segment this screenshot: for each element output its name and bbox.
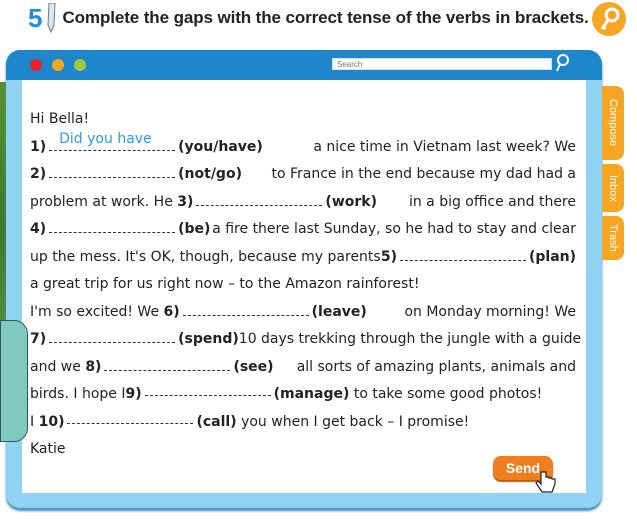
hand-cursor-icon xyxy=(535,470,557,501)
send-button[interactable]: Send xyxy=(493,456,553,480)
exercise-number: 5 xyxy=(28,2,43,33)
close-dot xyxy=(30,59,42,71)
gap-5[interactable] xyxy=(400,246,526,261)
gap-9[interactable] xyxy=(145,381,271,396)
titlebar xyxy=(6,50,602,80)
gap-6[interactable] xyxy=(183,301,309,316)
key-icon[interactable] xyxy=(592,2,626,36)
vase-decoration xyxy=(0,320,28,442)
search-input[interactable]: Search xyxy=(332,58,552,70)
instruction-text: Complete the gaps with the correct tense of the verbs in brackets. xyxy=(62,8,589,27)
gap-2[interactable] xyxy=(49,163,175,178)
tab-trash[interactable]: Trash xyxy=(602,216,624,260)
gap-8[interactable] xyxy=(104,356,230,371)
tab-inbox[interactable]: Inbox xyxy=(602,164,624,212)
greeting: Hi Bella! xyxy=(30,111,90,127)
exercise-header xyxy=(28,2,589,34)
gap-10[interactable] xyxy=(67,409,193,424)
gap-1[interactable]: Did you have xyxy=(49,136,175,151)
gap-4[interactable] xyxy=(49,218,175,233)
gap-7[interactable] xyxy=(49,328,175,343)
email-window xyxy=(6,50,619,508)
gap-3[interactable] xyxy=(196,191,322,206)
maximize-dot xyxy=(74,59,86,71)
minimize-dot xyxy=(52,59,64,71)
pencil-icon xyxy=(46,3,56,33)
email-body xyxy=(22,80,586,493)
search-icon[interactable] xyxy=(554,53,570,78)
letter-text: Hi Bella! 1) Did you have (you/have) a nice time in Vietnam last week? We 2) (not/go) to France in the end because my dad had a problem at work. He 3) (work) in a big office and there 4) (be) a fire there last Sunday, so he had to stay and clear up the mess. It's OK, though, because my parents 5) (plan) a great trip for us right now – to the Amazon rainforest! I'm so excited! We 6) (leave) on Monday morning! We 7) (spend) 10 days trekking through the jungle with a guide and we 8) (see) all sorts of amazing plants, animals and birds. I hope I 9) (manage) to take some good photos! I 10) (call) you when I get back – I promise! Katie xyxy=(30,106,576,464)
tab-compose[interactable]: Compose xyxy=(602,86,624,160)
signature: Katie xyxy=(30,441,66,457)
